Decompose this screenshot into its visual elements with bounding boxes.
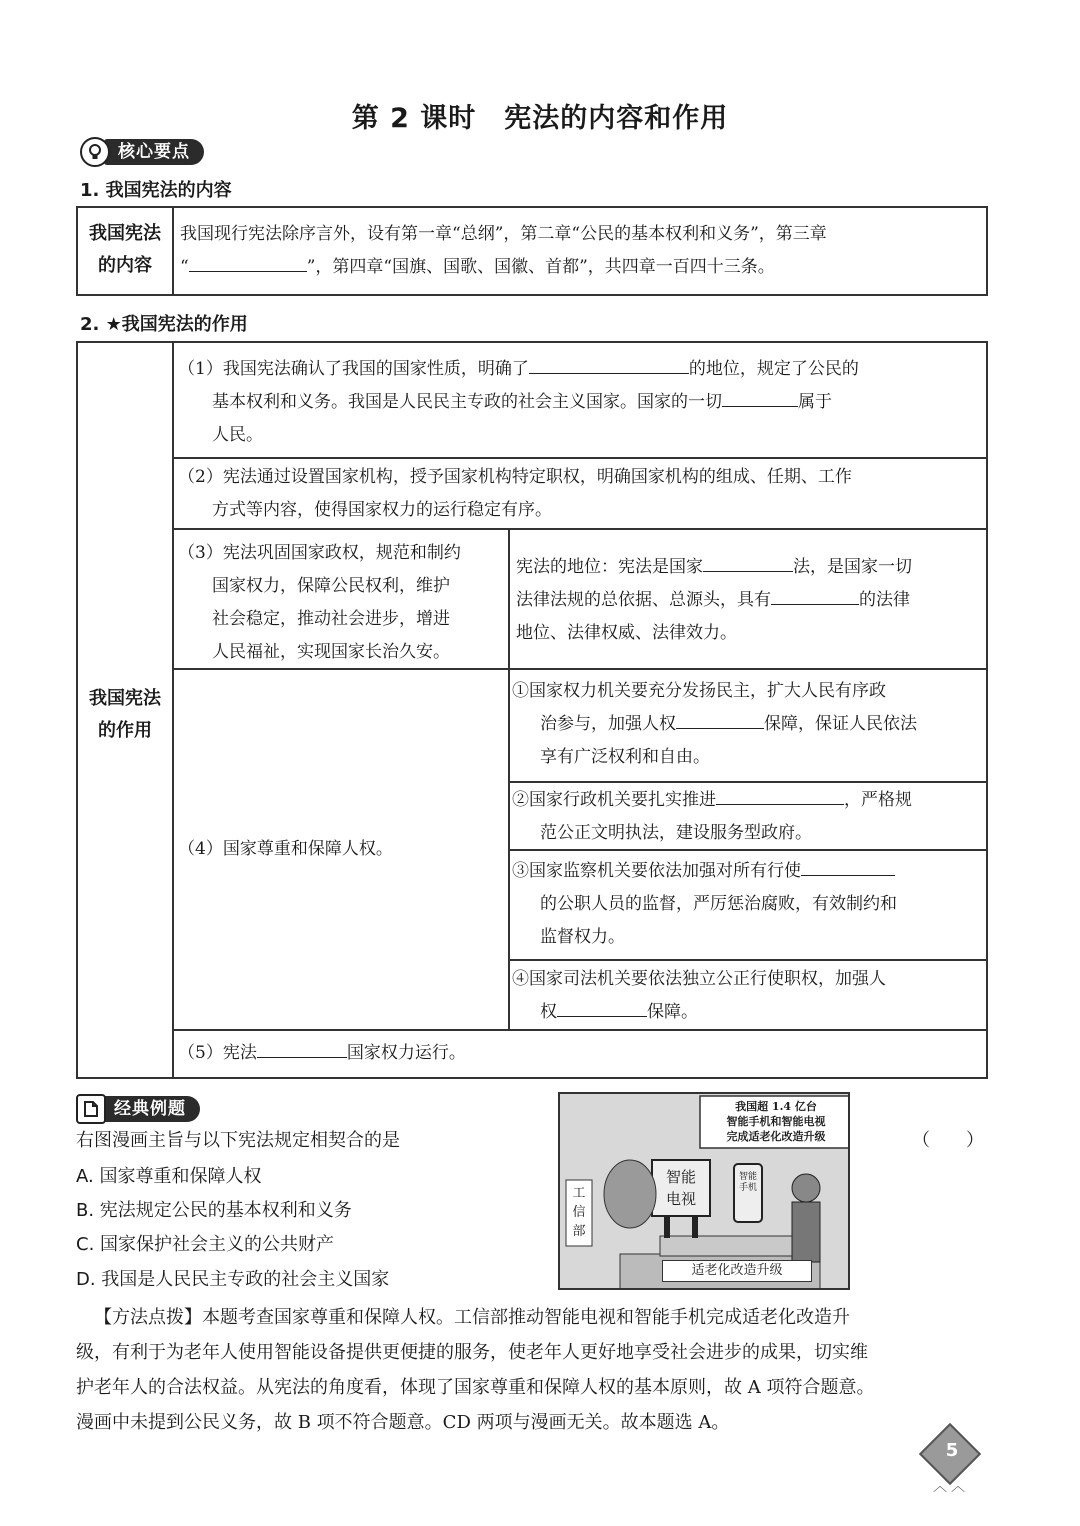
fill-blank[interactable]: [257, 1040, 347, 1058]
option-b[interactable]: B. 宪法规定公民的基本权利和义务: [76, 1200, 352, 1221]
document-icon: [76, 1094, 106, 1124]
fill-blank[interactable]: [557, 999, 647, 1017]
cartoon-tv-label: 智能 电视: [665, 1168, 696, 1208]
example-tag: [76, 1094, 200, 1124]
section1-heading: 1. 我国宪法的内容: [80, 180, 232, 201]
lightbulb-icon: [80, 137, 110, 167]
option-a[interactable]: A. 国家尊重和保障人权: [76, 1166, 262, 1187]
page-number: 5: [945, 1440, 959, 1461]
cartoon-step-label: 适老化改造升级: [662, 1260, 812, 1282]
cartoon-image: [558, 1092, 850, 1290]
page-title: 第 2 课时 宪法的内容和作用: [351, 103, 729, 134]
answer-paren[interactable]: （ ）: [912, 1130, 984, 1151]
fill-blank[interactable]: [771, 587, 859, 605]
core-points-tag: [80, 137, 204, 167]
function-item-1: （1）我国宪法确认了我国的国家性质，明确了 的地位，规定了公民的 基本权利和义务。我国是人民民主专政的社会主义国家。国家的一切 属于 人民。: [178, 353, 986, 452]
constitution-status: 宪法的地位：宪法是国家 法，是国家一切 法律法规的总依据、总源头，具有 的法律 地位、法律权威、法律效力。: [516, 551, 986, 650]
content-text: 我国现行宪法除序言外，设有第一章“总纲”，第二章“公民的基本权利和义务”，第三章 “ ”，第四章“国旗、国歌、国徽、首都”，共四章一百四十三条。: [180, 224, 827, 277]
cartoon-caption: 我国超 1.4 亿台 智能手机和智能电视 完成适老化改造升级: [726, 1100, 826, 1143]
human-rights-sub-1: ①国家权力机关要充分发扬民主，扩大人民有序政 治参与，加强人权 保障，保证人民依法 享有广泛权利和自由。: [512, 681, 917, 767]
cartoon-phone-label: 智能手机: [738, 1172, 757, 1193]
example-label: 经典例题: [100, 1096, 200, 1122]
fill-blank[interactable]: [801, 858, 895, 876]
human-rights-sub-3: ③国家监察机关要依法加强对所有行使 的公职人员的监督，严厉惩治腐败，有效制约和 监督权力。: [512, 855, 986, 954]
fill-blank[interactable]: [716, 787, 844, 805]
fill-blank[interactable]: [722, 389, 798, 407]
chevron-up-icon: ︿︿: [933, 1479, 969, 1495]
option-c[interactable]: C. 国家保护社会主义的公共财产: [76, 1234, 335, 1255]
fill-blank[interactable]: [676, 711, 764, 729]
function-row-head: 我国宪法 的作用: [89, 688, 161, 741]
function-item-5: （5）宪法 国家权力运行。: [178, 1037, 986, 1070]
function-item-4: （4）国家尊重和保障人权。: [178, 839, 393, 859]
section2-heading: 2. ★我国宪法的作用: [80, 314, 248, 335]
analysis-text: 【方法点拨】本题考查国家尊重和保障人权。工信部推动智能电视和智能手机完成适老化改造升 级，有利于为老年人使用智能设备提供更便捷的服务，使老年人更好地享受社会进步的成果，切实维 护老年人的合法权益。从宪法的角度看，体现了国家尊重和保障人权的基本原则，故 A 项符合题意。 漫画中未提到公民义务，故 B 项不符合题意。CD 两项与漫画无关。故本题选 A。: [76, 1307, 875, 1433]
function-table: [76, 341, 988, 1079]
function-item-2: （2）宪法通过设置国家机构，授予国家机构特定职权，明确国家机构的组成、任期、工作 方式等内容，使得国家权力的运行稳定有序。: [178, 467, 852, 520]
human-rights-sub-2: ②国家行政机关要扎实推进 ，严格规 范公正文明执法，建设服务型政府。: [512, 784, 986, 850]
content-table: [76, 206, 988, 296]
content-row-head: 我国宪法 的内容: [89, 223, 161, 276]
human-rights-sub-4: ④国家司法机关要依法独立公正行使职权，加强人 权 保障。: [512, 969, 886, 1022]
fill-blank[interactable]: [703, 554, 793, 572]
question-stem: 右图漫画主旨与以下宪法规定相契合的是: [76, 1130, 400, 1151]
fill-blank[interactable]: [529, 356, 689, 374]
function-item-3: （3）宪法巩固国家政权，规范和制约 国家权力，保障公民权利，维护 社会稳定，推动社会进步，增进 人民福祉，实现国家长治久安。: [178, 543, 461, 662]
fill-blank[interactable]: [189, 254, 307, 272]
cartoon-ministry-label: 工信部: [572, 1186, 586, 1239]
option-d[interactable]: D. 我国是人民民主专政的社会主义国家: [76, 1269, 390, 1290]
core-points-label: 核心要点: [104, 139, 204, 165]
